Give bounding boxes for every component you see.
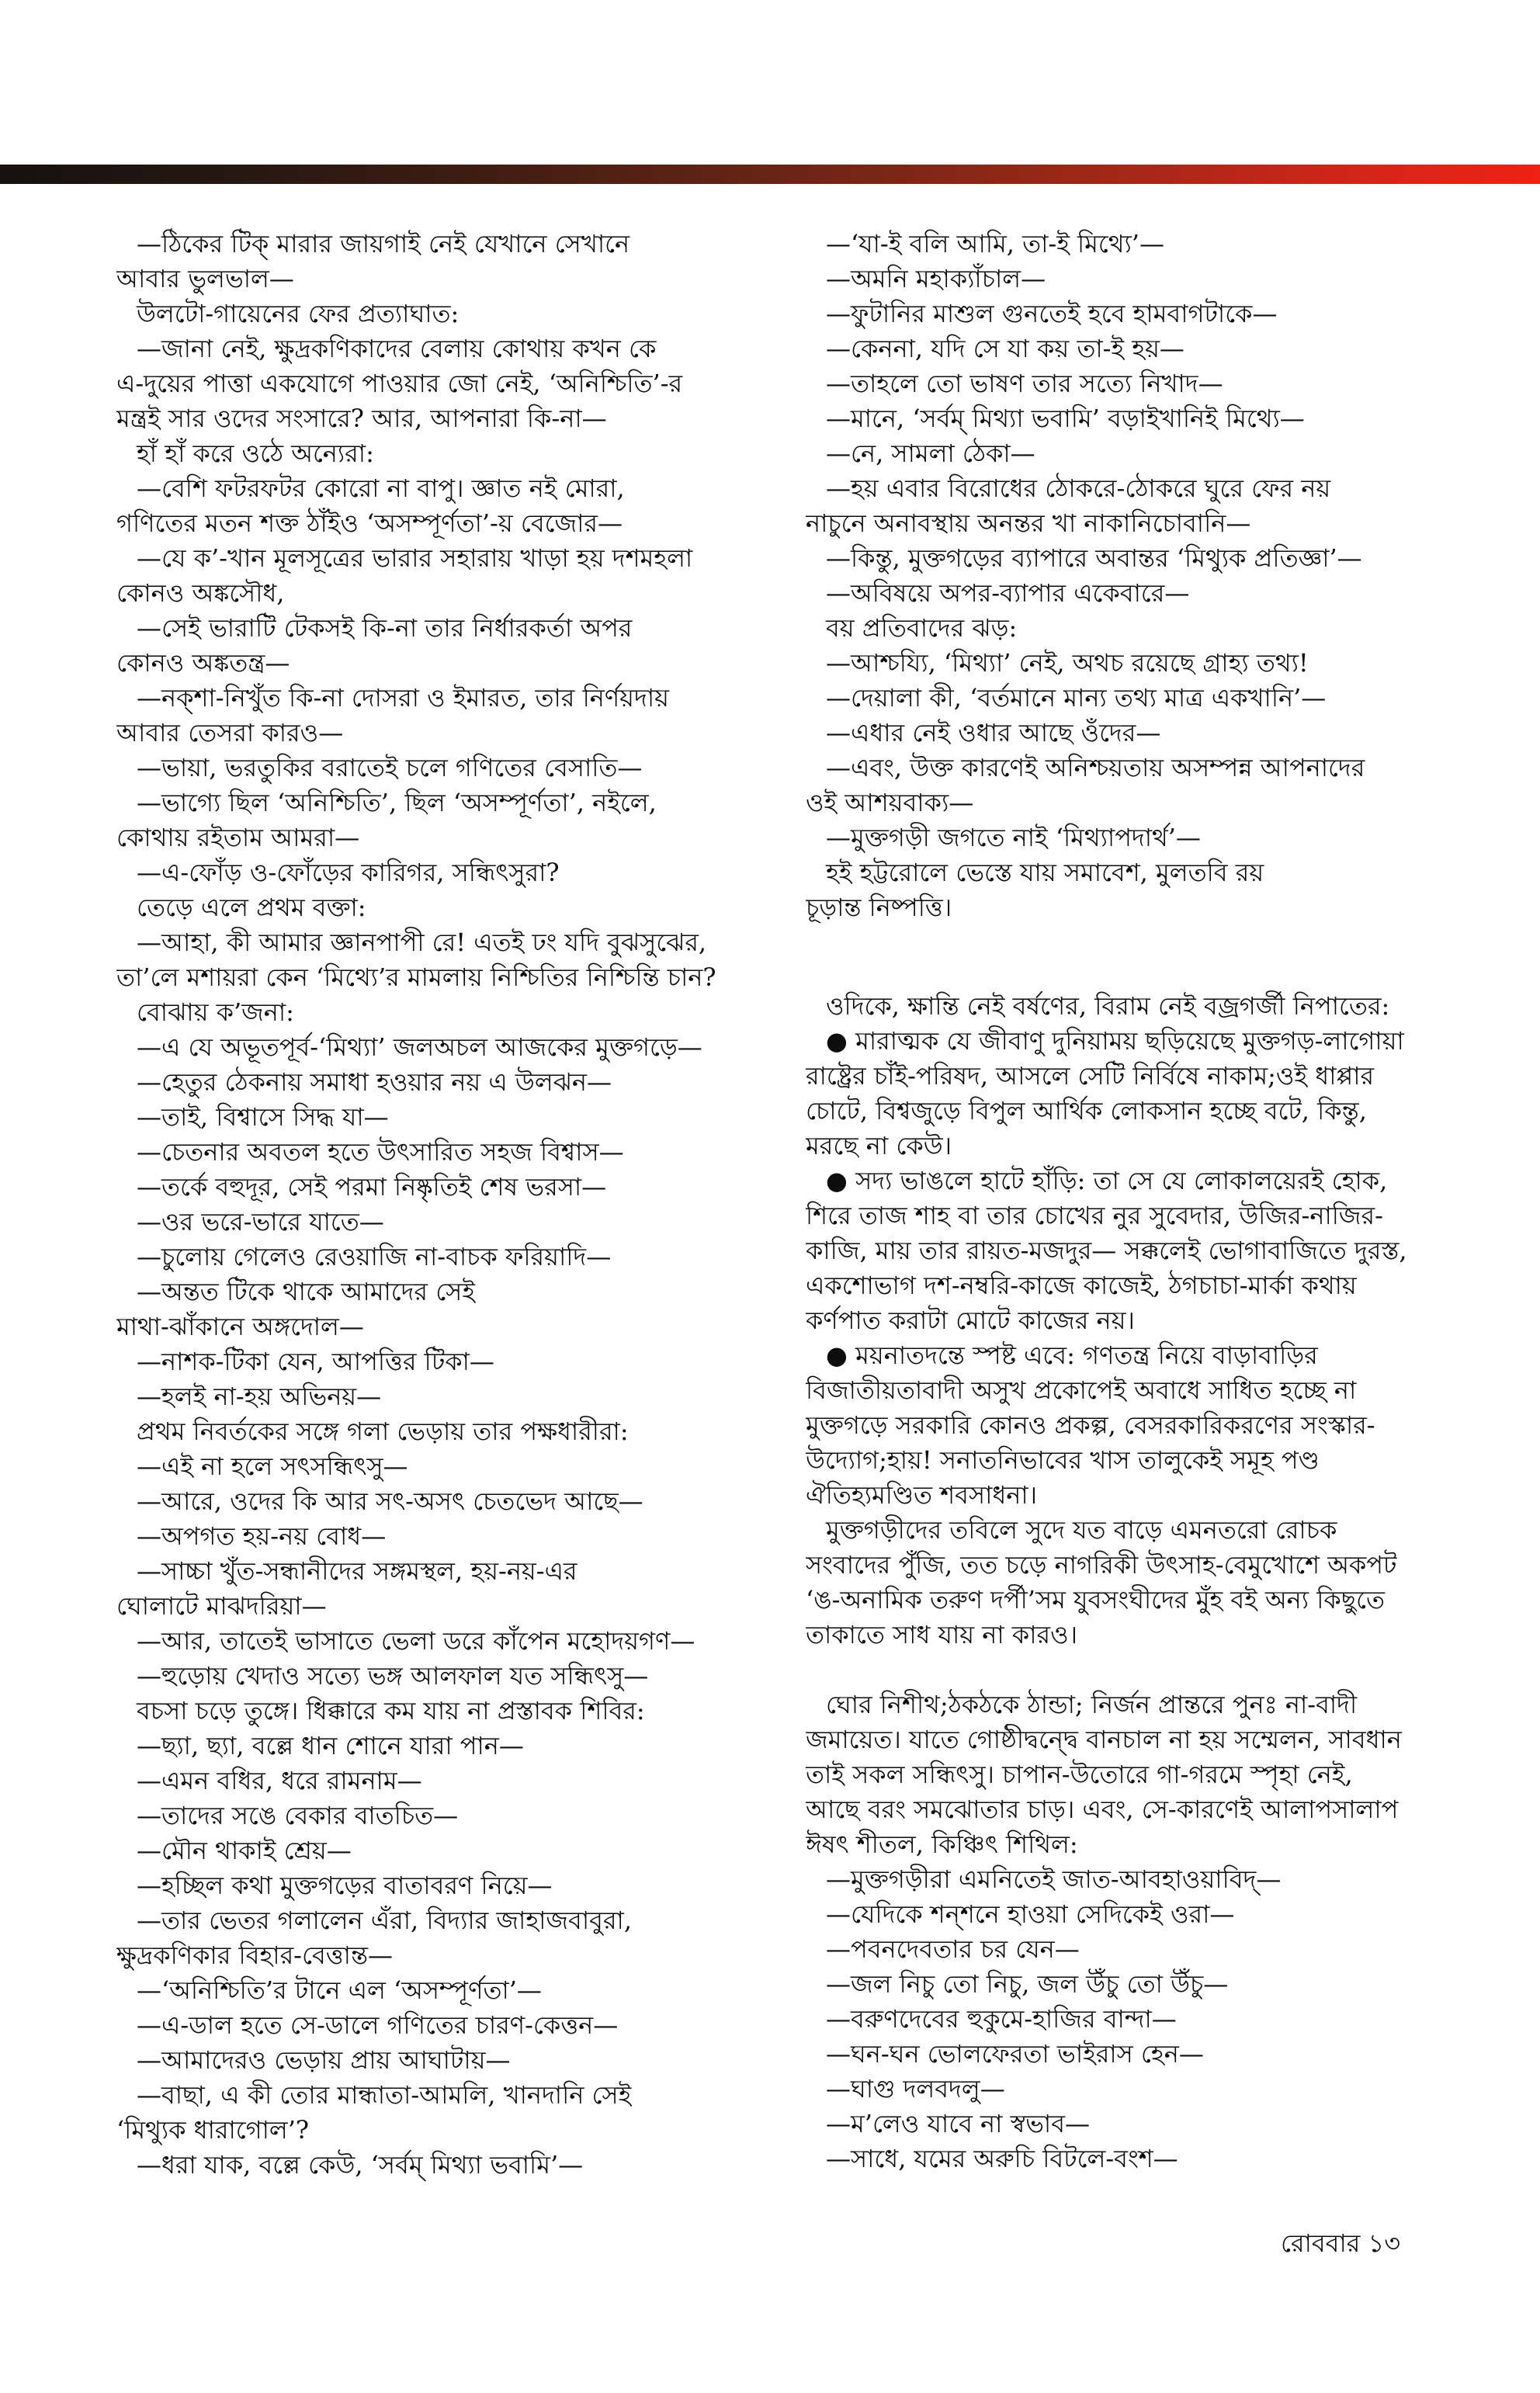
text-line: —কেননা, যদি সে যা কয় তা-ই হয়— bbox=[826, 334, 1184, 363]
text-line: —আশ্চয্যি, ‘মিথ্যা’ নেই, অথচ রয়েছে গ্রাহ্য তথ্য! bbox=[826, 648, 1309, 678]
page-number: রোববার ১৩ bbox=[1281, 2228, 1401, 2258]
text-line: বিজাতীয়তাবাদী অসুখ প্রকোপেই অবাধে সাধিত হচ্ছে না bbox=[806, 1375, 1357, 1405]
text-line: মাথা-ঝাঁকানে অঙ্গদোল— bbox=[116, 1312, 364, 1341]
text-line: —হয় এবার বিরোধের ঠোকরে-ঠোকরে ঘুরে ফের নয় bbox=[826, 473, 1331, 503]
text-line: —মানে, ‘সর্বম্ মিথ্যা ভবামি’ বড়াইখানিই মিথ্যে— bbox=[826, 404, 1305, 433]
text-line: গণিতের মতন শক্ত ঠাঁইও ‘অসম্পূর্ণতা’-য় বেজোর— bbox=[116, 508, 623, 538]
text-line: মন্ত্রই সার ওদের সংসারে? আর, আপনারা কি-না— bbox=[116, 404, 607, 433]
text-line: —নে, সামলা ঠেকা— bbox=[826, 439, 1035, 468]
text-line: —তাদের সঙে বেকার বাতচিত— bbox=[137, 1801, 459, 1830]
text-line: —আমাদেরও ভেড়ায় প্রায় আঘাটায়— bbox=[137, 2045, 511, 2075]
text-line: —জল নিচু তো নিচু, জল উঁচু তো উঁচু— bbox=[826, 1969, 1229, 1999]
text-line: ঘোলাটে মাঝদরিয়া— bbox=[116, 1591, 327, 1621]
text-line: ● ময়নাতদন্তে স্পষ্ট এবে: গণতন্ত্র নিয়ে বাড়াবাড়ির bbox=[826, 1340, 1318, 1370]
text-line: —মুক্তগড়ীরা এমনিতেই জাত-আবহাওয়াবিদ্— bbox=[826, 1864, 1282, 1894]
text-line: —যে ক’-খান মূলসূত্রের ভারার সহারায় খাড়া হয় দশমহলা bbox=[137, 543, 693, 573]
text-line: তাই সকল সন্ধিৎসু। চাপান-উতোরে গা-গরমে স্পৃহা নেই, bbox=[806, 1760, 1353, 1789]
text-line: ● মারাত্মক যে জীবাণু দুনিয়াময় ছড়িয়েছে মুক্তগড়-লাগোয়া bbox=[826, 1026, 1404, 1056]
text-line: —পবনদেবতার চর যেন— bbox=[826, 1934, 1080, 1964]
text-line: তেড়ে এলে প্রথম বক্তা: bbox=[137, 893, 366, 922]
text-line: তা’লে মশায়রা কেন ‘মিথ্যে’র মামলায় নিশ্চিতির নিশ্চিন্তি চান? bbox=[116, 962, 716, 992]
text-line: —চেতনার অবতল হতে উৎসারিত সহজ বিশ্বাস— bbox=[137, 1137, 624, 1167]
text-line: ঐতিহ্যমণ্ডিত শবসাধনা। bbox=[806, 1480, 1038, 1510]
text-line: —বরুণদেবের হুকুমে-হাজির বান্দা— bbox=[826, 2004, 1177, 2034]
text-line: —যেদিকে শন্‌শনে হাওয়া সেদিকেই ওরা— bbox=[826, 1899, 1235, 1929]
text-line: —তাই, বিশ্বাসে সিদ্ধ যা— bbox=[137, 1102, 389, 1132]
text-line: সংবাদের পুঁজি, তত চড়ে নাগরিকী উৎসাহ-বেমুখোশে অকপট bbox=[806, 1550, 1397, 1580]
text-line: —নক্‌শা-নিখুঁত কি-না দোসরা ও ইমারত, তার নির্ণয়দায় bbox=[137, 683, 669, 713]
text-line: —মৌন থাকাই শ্রেয়— bbox=[137, 1836, 352, 1865]
text-line: —এবং, উক্ত কারণেই অনিশ্চয়তায় অসম্পন্ন আপনাদের bbox=[826, 753, 1365, 782]
text-line: মুক্তগড়ীদের তবিলে সুদে যত বাড়ে এমনতরো রোচক bbox=[826, 1515, 1337, 1545]
text-line: —দেয়ালা কী, ‘বর্তমানে মান্য তথ্য মাত্র একখানি’— bbox=[826, 683, 1327, 713]
left-column bbox=[116, 227, 781, 2183]
text-line: আবার তেসরা কারও— bbox=[116, 718, 344, 747]
text-line: তাকাতে সাধ যায় না কারও। bbox=[806, 1620, 1078, 1649]
text-line: —অবিষয়ে অপর-ব্যাপার একেবারে— bbox=[826, 578, 1190, 608]
text-line: আবার ভুলভাল— bbox=[116, 264, 294, 293]
text-line: —‘অনিশ্চিতি’র টানে এল ‘অসম্পূর্ণতা’— bbox=[137, 1975, 542, 2005]
text-line: —বাছা, এ কী তোর মান্ধাতা-আমলি, খানদানি সেই bbox=[137, 2080, 632, 2110]
article-body bbox=[116, 227, 1470, 2183]
right-column bbox=[806, 227, 1470, 2183]
text-line: মুক্তগড়ে সরকারি কোনও প্রকল্প, বেসরকারিকরণের সংস্কার- bbox=[806, 1410, 1375, 1440]
text-line: —এই না হলে সৎসন্ধিৎসু— bbox=[137, 1451, 408, 1481]
text-line: —এ-ডাল হতে সে-ডালে গণিতের চারণ-কেত্তন— bbox=[137, 2010, 619, 2040]
text-line: বচসা চড়ে তুঙ্গে। ধিক্কারে কম যায় না প্রস্তাবক শিবির: bbox=[137, 1696, 645, 1725]
text-line: কর্ণপাত করাটা মোটে কাজের নয়। bbox=[806, 1306, 1135, 1335]
text-line: —ঠিকের টিক্‌ মারার জায়গাই নেই যেখানে সেখানে bbox=[137, 229, 630, 258]
text-line: —সাচ্চা খুঁত-সন্ধানীদের সঙ্গমস্থল, হয়-নয়-এর bbox=[137, 1556, 578, 1586]
text-line: —সেই ভারাটি টেকসই কি-না তার নির্ধারকর্তা অপর bbox=[137, 613, 633, 643]
text-line: —অন্তত টিকে থাকে আমাদের সেই bbox=[137, 1277, 475, 1306]
text-line: —অপগত হয়-নয় বোধ— bbox=[137, 1521, 387, 1551]
text-line: —ছ্যা, ছ্যা, বল্লে ধান শোনে যারা পান— bbox=[137, 1731, 524, 1760]
text-line: —তার ভেতর গলালেন এঁরা, বিদ্যার জাহাজবাবুরা, bbox=[137, 1906, 633, 1935]
text-line: —এমন বধির, ধরে রামনাম— bbox=[137, 1766, 422, 1795]
text-line: —আহা, কী আমার জ্ঞানপাপী রে! এতই ঢং যদি বুঝসুঝের, bbox=[137, 928, 707, 957]
text-line: এ-দুয়ের পাত্তা একযোগে পাওয়ার জো নেই, ‘অনিশ্চিতি’-র bbox=[116, 369, 683, 398]
text-line: রাষ্ট্রের চাঁই-পরিষদ, আসলে সেটি নির্বিষে নাকাম;ওই ধাপ্পার bbox=[806, 1061, 1375, 1091]
text-line: —ভাগ্যে ছিল ‘অনিশ্চিতি’, ছিল ‘অসম্পূর্ণতা’, নইলে, bbox=[137, 788, 657, 817]
text-line: —বেশি ফটরফটর কোরো না বাপু। জ্ঞাত নই মোরা, bbox=[137, 473, 625, 503]
text-line: —হুড়োয় খেদাও সত্যে ভঙ্গ আলফাল যত সন্ধিৎসু— bbox=[137, 1661, 649, 1691]
text-line: জমায়েত। যাতে গোষ্ঠীদ্বন্দ্বে বানচাল না হয় সম্মেলন, সাবধান bbox=[806, 1725, 1402, 1754]
text-line: বয় প্রতিবাদের ঝড়: bbox=[826, 613, 1018, 643]
text-line: নাচুনে অনাবস্থায় অনন্তর খা নাকানিচোবানি— bbox=[806, 508, 1251, 538]
text-line: আছে বরং সমঝোতার চাড়। এবং, সে-কারণেই আলাপসালাপ bbox=[806, 1795, 1399, 1824]
text-line: —সাধে, যমের অরুচি বিটলে-বংশ— bbox=[826, 2144, 1178, 2173]
text-line: ক্ষুদ্রকণিকার বিহার-বেত্তান্ত— bbox=[116, 1940, 394, 1970]
text-line: ● সদ্য ভাঙলে হাটে হাঁড়ি: তা সে যে লোকালয়েরই হোক, bbox=[826, 1166, 1388, 1195]
text-line: একশোভাগ দশ-নম্বরি-কাজে কাজেই, ঠগচাচা-মার্কা কথায় bbox=[806, 1271, 1357, 1300]
text-line: ‘ঙ-অনামিক তরুণ দর্পী’সম যুবসংঘীদের মুঁহ বই অন্য কিছুতে bbox=[806, 1585, 1386, 1614]
text-line: —আর, তাতেই ভাসাতে ভেলা ডরে কাঁপেন মহোদয়গণ— bbox=[137, 1626, 695, 1656]
text-line: হাঁ হাঁ করে ওঠে অন্যেরা: bbox=[137, 439, 374, 468]
text-line: প্রথম নিবর্তকের সঙ্গে গলা ভেড়ায় তার পক্ষধারীরা: bbox=[137, 1417, 629, 1446]
text-line: ঘোর নিশীথ;ঠকঠকে ঠান্ডা; নির্জন প্রান্তরে পুনঃ না-বাদী bbox=[826, 1690, 1358, 1719]
text-line: —তাহলে তো ভাষণ তার সত্যে নিখাদ— bbox=[826, 369, 1223, 398]
text-line: —নাশক-টিকা যেন, আপত্তির টিকা— bbox=[137, 1347, 494, 1376]
text-line: —কিন্তু, মুক্তগড়ের ব্যাপারে অবান্তর ‘মিথ্যুক প্রতিজ্ঞা’— bbox=[826, 543, 1362, 573]
text-line: —‘যা-ই বলি আমি, তা-ই মিথ্যে’— bbox=[826, 229, 1164, 258]
text-line: —ঘন-ঘন ভোলফেরতা ভাইরাস হেন— bbox=[826, 2039, 1204, 2069]
text-line: উদ্যোগ;হায়! সনাতনিভাবের খাস তালুকেই সমূহ পণ্ড bbox=[806, 1445, 1320, 1475]
text-line: ওদিকে, ক্ষান্তি নেই বর্ষণের, বিরাম নেই বজ্রগর্জী নিপাতের: bbox=[826, 991, 1390, 1021]
text-line: —এ-ফোঁড় ও-ফোঁড়ের কারিগর, সন্ধিৎসুরা? bbox=[137, 858, 560, 887]
text-line: মরছে না কেউ। bbox=[806, 1131, 952, 1160]
text-line: কোনও অঙ্কতন্ত্র— bbox=[116, 648, 290, 678]
text-line: —ম’লেও যাবে না স্বভাব— bbox=[826, 2109, 1091, 2138]
text-line: —এ যে অভূতপূর্ব-‘মিথ্যা’ জলঅচল আজকের মুক্তগড়ে— bbox=[137, 1032, 702, 1062]
text-line: —ঘাগু দলবদলু— bbox=[826, 2074, 1005, 2103]
top-gradient-rule bbox=[0, 165, 1540, 184]
text-line: শিরে তাজ শাহ বা তার চোখের নুর সুবেদার, উজির-নাজির- bbox=[806, 1201, 1383, 1230]
text-line: চোটে, বিশ্বজুড়ে বিপুল আর্থিক লোকসান হচ্ছে বটে, কিন্তু, bbox=[806, 1096, 1367, 1125]
text-line: চূড়ান্ত নিষ্পত্তি। bbox=[806, 893, 952, 922]
text-line: ওই আশয়বাক্য— bbox=[806, 788, 974, 817]
text-line: —ধরা যাক, বল্লে কেউ, ‘সর্বম্ মিথ্যা ভবামি’— bbox=[137, 2150, 584, 2180]
text-line: —ভায়া, ভরতুকির বরাতেই চলে গণিতের বেসাতি— bbox=[137, 753, 643, 782]
text-line: —ওর ভরে-ভারে যাতে— bbox=[137, 1207, 384, 1236]
text-line: —মুক্তগড়ী জগতে নাই ‘মিথ্যাপদার্থ’— bbox=[826, 823, 1201, 852]
text-line: —হলই না-হয় অভিনয়— bbox=[137, 1382, 382, 1411]
text-line: ঈষৎ শীতল, কিঞ্চিৎ শিথিল: bbox=[806, 1829, 1078, 1859]
text-line: কোথায় রইতাম আমরা— bbox=[116, 823, 360, 852]
text-line: —হেতুর ঠেকনায় সমাধা হওয়ার নয় এ উলঝন— bbox=[137, 1067, 612, 1097]
text-line: —তর্কে বহুদূর, সেই পরমা নিষ্কৃতিই শেষ ভরসা— bbox=[137, 1172, 607, 1202]
text-line: কোনও অঙ্কসৌধ, bbox=[116, 578, 285, 608]
text-line: বোঝায় ক’জনা: bbox=[137, 997, 294, 1027]
text-line: —জানা নেই, ক্ষুদ্রকণিকাদের বেলায় কোথায় কখন কে bbox=[137, 334, 657, 363]
text-line: —হচ্ছিল কথা মুক্তগড়ের বাতাবরণ নিয়ে— bbox=[137, 1871, 553, 1900]
text-line: ‘মিথ্যুক ধারাগোল’? bbox=[116, 2115, 310, 2145]
text-line: —ফুটানির মাশুল গুনতেই হবে হামবাগটাকে— bbox=[826, 299, 1278, 328]
text-line: —চুলোয় গেলেও রেওয়াজি না-বাচক ফরিয়াদি— bbox=[137, 1242, 612, 1271]
text-line: উলটো-গায়েনের ফের প্রত্যাঘাত: bbox=[137, 299, 460, 328]
text-line: —আরে, ওদের কি আর সৎ-অসৎ চেতভেদ আছে— bbox=[137, 1486, 643, 1516]
text-line: হই হট্টরোলে ভেস্তে যায় সমাবেশ, মুলতবি রয় bbox=[826, 858, 1264, 887]
text-line: —অমনি মহাক্যাঁচাল— bbox=[826, 264, 1046, 293]
text-line: —এধার নেই ওধার আছে ওঁদের— bbox=[826, 718, 1161, 747]
text-line: কাজি, মায় তার রায়ত-মজদুর— সক্কলেই ভোগাবাজিতে দুরস্ত, bbox=[806, 1236, 1407, 1265]
